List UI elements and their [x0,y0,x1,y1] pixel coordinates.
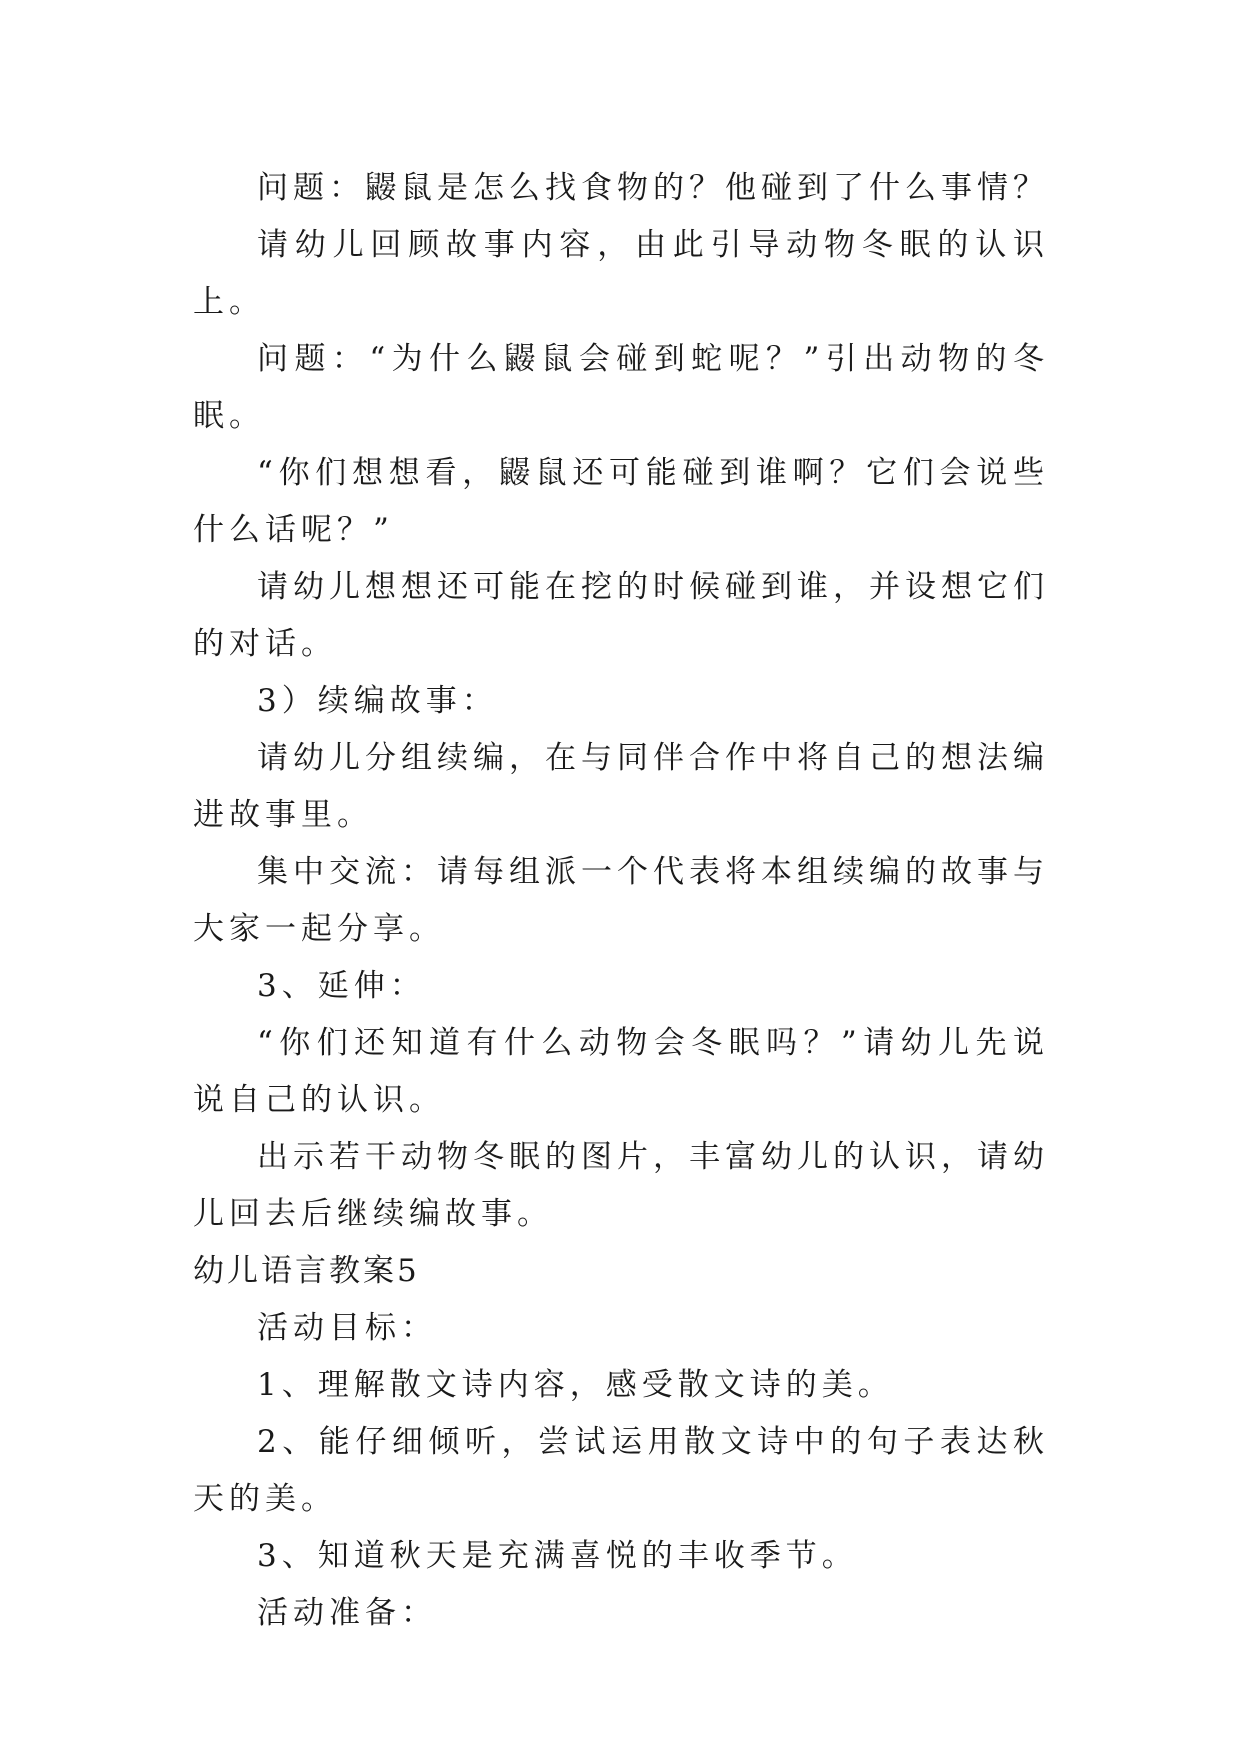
paragraph: 请幼儿回顾故事内容，由此引导动物冬眠的认识上。 [193,227,1049,320]
paragraph: 集中交流：请每组派一个代表将本组续编的故事与大家一起分享。 [193,854,1049,947]
paragraph: “你们还知道有什么动物会冬眠吗？”请幼儿先说说自己的认识。 [193,1025,1049,1118]
paragraph: 3）续编故事： [257,683,498,719]
paragraph: 活动准备： [257,1595,437,1631]
paragraph: 问题：鼹鼠是怎么找食物的？他碰到了什么事情？ [257,170,1049,206]
paragraph: 出示若干动物冬眠的图片，丰富幼儿的认识，请幼儿回去后继续编故事。 [193,1139,1049,1232]
paragraph: 请幼儿想想还可能在挖的时候碰到谁，并设想它们的对话。 [193,569,1049,662]
paragraph: 3、知道秋天是充满喜悦的丰收季节。 [257,1538,858,1574]
paragraph: 活动目标： [257,1310,437,1346]
paragraph: 3、延伸： [257,968,426,1004]
paragraph: 问题：“为什么鼹鼠会碰到蛇呢？”引出动物的冬眠。 [193,341,1049,434]
paragraph: 请幼儿分组续编，在与同伴合作中将自己的想法编进故事里。 [193,740,1049,833]
paragraph: 1、理解散文诗内容，感受散文诗的美。 [257,1367,894,1403]
paragraph: 2、能仔细倾听，尝试运用散文诗中的句子表达秋天的美。 [193,1424,1049,1517]
document-body [193,160,1049,1642]
paragraph: “你们想想看，鼹鼠还可能碰到谁啊？它们会说些什么话呢？” [193,455,1049,548]
section-title: 幼儿语言教案5 [193,1253,420,1289]
